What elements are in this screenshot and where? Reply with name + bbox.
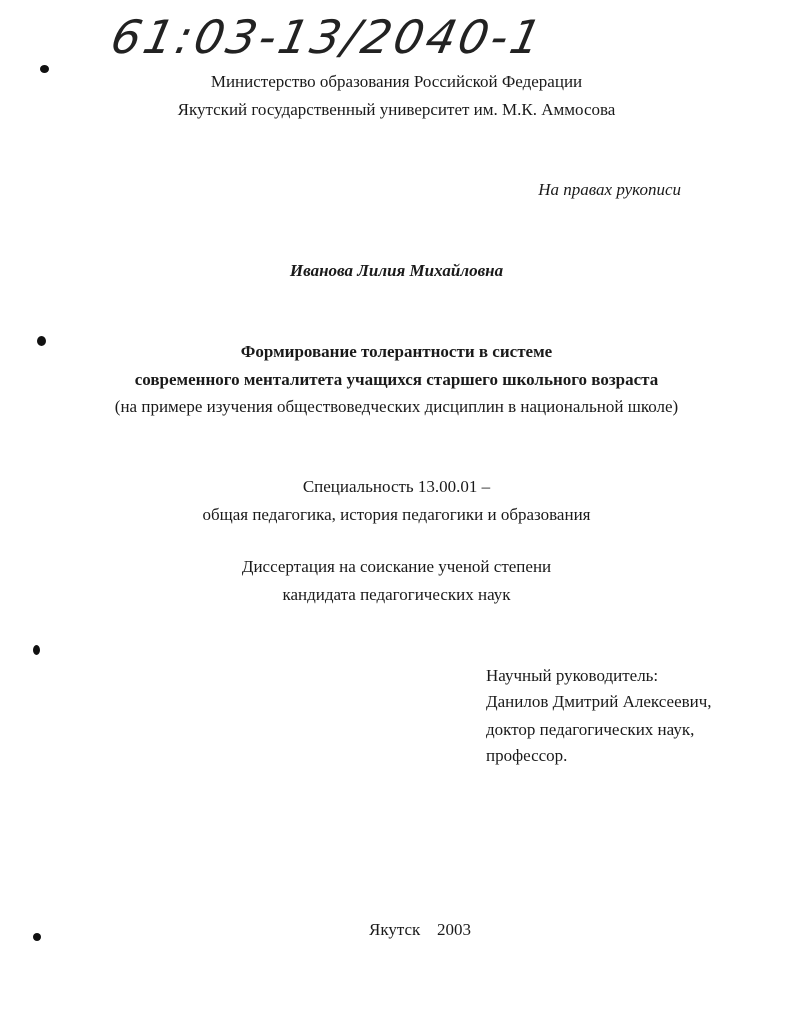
specialty-name: общая педагогика, история педагогики и образования <box>202 505 591 524</box>
footer-city: Якутск <box>369 920 421 939</box>
rights-notice: На правах рукописи <box>538 180 681 199</box>
specialty-code: Специальность 13.00.01 – <box>302 477 491 496</box>
margin-speck <box>33 933 41 941</box>
thesis-title-line-1: Формирование толерантности в системе <box>240 342 553 361</box>
thesis-subtitle: (на примере изучения обществоведческих дисциплин в национальной школе) <box>114 397 679 416</box>
author-name: Иванова Лилия Михайловна <box>289 261 504 280</box>
dissertation-purpose: Диссертация на соискание ученой степени <box>241 557 552 576</box>
supervisor-name: Данилов Дмитрий Алексеевич, <box>486 692 712 711</box>
ministry-name: Министерство образования Российской Федерации <box>210 72 583 91</box>
dissertation-degree: кандидата педагогических наук <box>282 585 511 604</box>
margin-speck <box>33 645 40 655</box>
supervisor-label: Научный руководитель: <box>486 666 659 685</box>
footer-year: 2003 <box>437 920 471 939</box>
supervisor-title: профессор. <box>486 746 568 765</box>
supervisor-degree: доктор педагогических наук, <box>486 720 695 739</box>
handwritten-archive-number: 61:03-13/2040-1 <box>106 10 549 64</box>
university-name: Якутский государственный университет им. М.К. Аммосова <box>177 100 616 119</box>
thesis-title-line-2: современного менталитета учащихся старшего школьного возраста <box>134 370 659 389</box>
